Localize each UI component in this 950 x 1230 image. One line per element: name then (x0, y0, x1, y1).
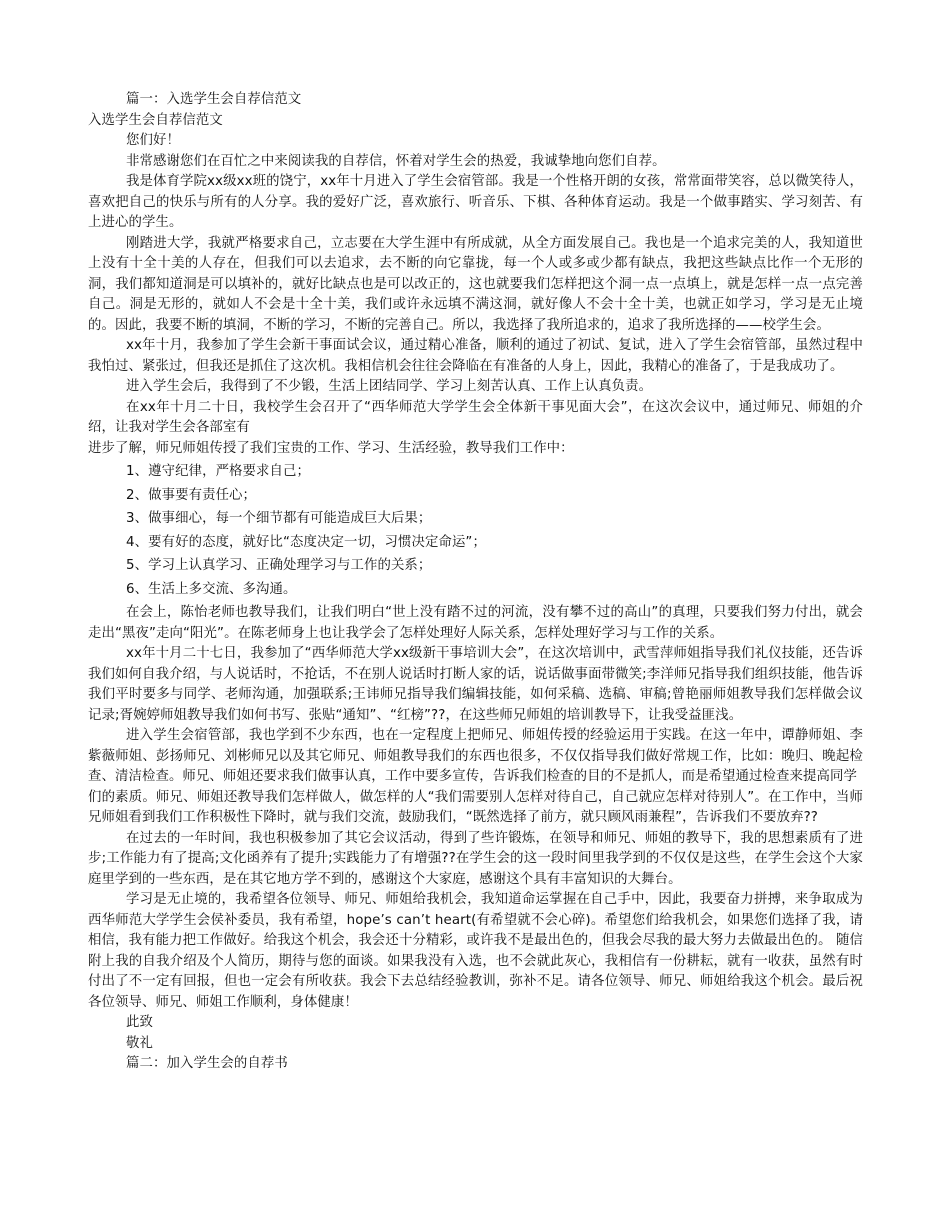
guidance-list (88, 462, 863, 600)
paragraph-5: 进入学生会后，我得到了不少锻，生活上团结同学、学习上刻苦认真、工作上认真负责。 (126, 379, 653, 394)
document-title: 入选学生会自荐信范文 (88, 112, 223, 128)
list-item: 4、要有好的态度，就好比“态度决定一切，习惯决定命运”； (126, 534, 486, 550)
paragraph-6a: 在xx年十月二十日，我校学生会召开了“西华师范大学学生会全体新干事见面大会”，在这次会议中，通过师兄、师姐的介绍，让我对学生会各部室有 (88, 399, 863, 435)
paragraph-6b: 进步了解，师兄师姐传授了我们宝贵的工作、学习、生活经验，教导我们工作中： (88, 440, 574, 456)
closing-line-2: 敬礼 (126, 1035, 153, 1051)
list-item: 5、学习上认真学习、正确处理学习与工作的关系； (126, 558, 432, 573)
paragraph-1: 非常感谢您们在百忙之中来阅读我的自荐信，怀着对学生会的热爱，我诚挚地向您们自荐。 (126, 153, 666, 169)
list-item: 2、做事要有责任心； (126, 487, 257, 503)
list-item: 6、生活上多交流、多沟通。 (126, 581, 297, 597)
paragraph-8: xx年十月二十七日，我参加了“西华师范大学xx级新干事培训大会”，在这次培训中，武雪萍师姐指导我们礼仪技能，还告诉我们如何自我介绍，与人说话时，不抢话，不在别人说话时打断人家的话，说话做事面带微笑;李洋师兄指导我们组织技能，他告诉我们平时要多与同学、老师沟通，加强联系;王讳师兄指导我们编辑技能，如何采稿、选稿、审稿;曾艳丽师姐教导我们怎样做会议记录;胥婉婷师姐教导我们如何书写、张贴“通知”、“红榜”??，在这些师兄师姐的培训教导下，让我受益匪浅。 (88, 646, 863, 723)
greeting: 您们好！ (126, 133, 180, 148)
section-heading-2: 篇二：加入学生会的自荐书 (126, 1056, 288, 1071)
paragraph-2: 我是体育学院xx级xx班的饶宁，xx年十月进入了学生会宿管部。我是一个性格开朗的女孩，常常面带笑容，总以微笑待人，喜欢把自己的快乐与所有的人分享。我的爱好广泛，喜欢旅行、听音乐、下棋、各种体育运动。我是一个做事踏实、学习刻苦、有上进心的学生。 (88, 174, 863, 230)
paragraph-9a: 进入学生会宿管部，我也学到不少东西，也在一定程度上把师兄、师姐传授的经验运用于实践。在这一年中，谭静师姐、李紫薇师姐、彭扬师兄、刘彬师兄以及其它师兄、师姐教导我们的东西也很多，不仅仅指导我们做好常规工作，比如：晚归、晚起检查、清洁检查。师兄、师姐还要求我们做事认真，工作中要多宣传，告诉我们检查的目的不是抓人，而是希望通过检查来提高同学 (88, 728, 863, 784)
list-item: 3、做事细心，每一个细节都有可能造成巨大后果； (126, 511, 432, 526)
closing-line-1: 此致 (126, 1015, 153, 1030)
paragraph-11: 学习是无止境的，我希望各位领导、师兄、师姐给我机会，我知道命运掌握在自己手中，因此，我要奋力拼搏，来争取成为西华师范大学学生会侯补委员，我有希望，hope’s can’t heart(有希望就不会心碎)。希望您们给我机会，如果您们选择了我，请相信，我有能力把工作做好。给我这个机会，我会还十分精彩，或许我不是最出色的，但我会尽我的最大努力去做最出色的。 随信附上我的自我介绍及个人简历，期待与您的面谈。如果我没有入选，也不会就此灰心，我相信有一份耕耘，就有一收获，虽然有时付出了不一定有回报，但也一定会有所收获。我会下去总结经验教训，弥补不足。请各位领导、师兄、师姐给我这个机会。最后祝各位领导、师兄、师姐工作顺利，身体健康！ (88, 892, 863, 1010)
paragraph-7: 在会上，陈怡老师也教导我们，让我们明白“世上没有踏不过的河流，没有攀不过的高山”的真理，只要我们努力付出，就会走出“黑夜”走向“阳光”。在陈老师身上也让我学会了怎样处理好人际关系，怎样处理好学习与工作的关系。 (88, 605, 863, 641)
document-body (88, 90, 863, 1075)
paragraph-10: 在过去的一年时间，我也积极参加了其它会议活动，得到了些许锻炼，在领导和师兄、师姐的教导下，我的思想素质有了进步;工作能力有了提高;文化函养有了提升;实践能力了有增强??在学生会的这一段时间里我学到的不仅仅是这些，在学生会这个大家庭里学到的一些东西，是在其它地方学不到的，感谢这个大家庭，感谢这个具有丰富知识的大舞台。 (88, 830, 863, 887)
section-heading-1: 篇一：入选学生会自荐信范文 (126, 92, 302, 107)
paragraph-3: 刚踏进大学，我就严格要求自己，立志要在大学生涯中有所成就，从全方面发展自己。我也是一个追求完美的人，我知道世上没有十全十美的人存在，但我们可以去追求，去不断的向它靠拢，每一个人或多或少都有缺点，我把这些缺点比作一个无形的洞，我们都知道洞是可以填补的，就好比缺点也是可以改正的，这也就要我们怎样把这个洞一点一点填上，就是怎样一点一点完善自己。洞是无形的，就如人不会是十全十美，我们或许永远填不满这洞，就好像人不会十全十美，也就正如学习，学习是无止境的。因此，我要不断的填洞，不断的学习，不断的完善自己。所以，我选择了我所追求的，追求了我所选择的——校学生会。 (88, 235, 863, 333)
list-item: 1、遵守纪律，严格要求自己； (126, 464, 310, 479)
paragraph-4: xx年十月，我参加了学生会新干事面试会议，通过精心准备，顺利的通过了初试、复试，进入了学生会宿管部，虽然过程中我怕过、紧张过，但我还是抓住了这次机。我相信机会往往会降临在有准备的人身上，因此，我精心的准备了，于是我成功了。 (88, 338, 863, 374)
paragraph-9b: 们的素质。师兄、师姐还教导我们怎样做人，做怎样的人“我们需要别人怎样对待自己，自己就应怎样对待别人”。在工作中，当师兄师姐看到我们工作积极性下降时，就与我们交流，鼓励我们，“既然选择了前方，就只顾风雨兼程”，告诉我们不要放弃?? (88, 789, 863, 825)
